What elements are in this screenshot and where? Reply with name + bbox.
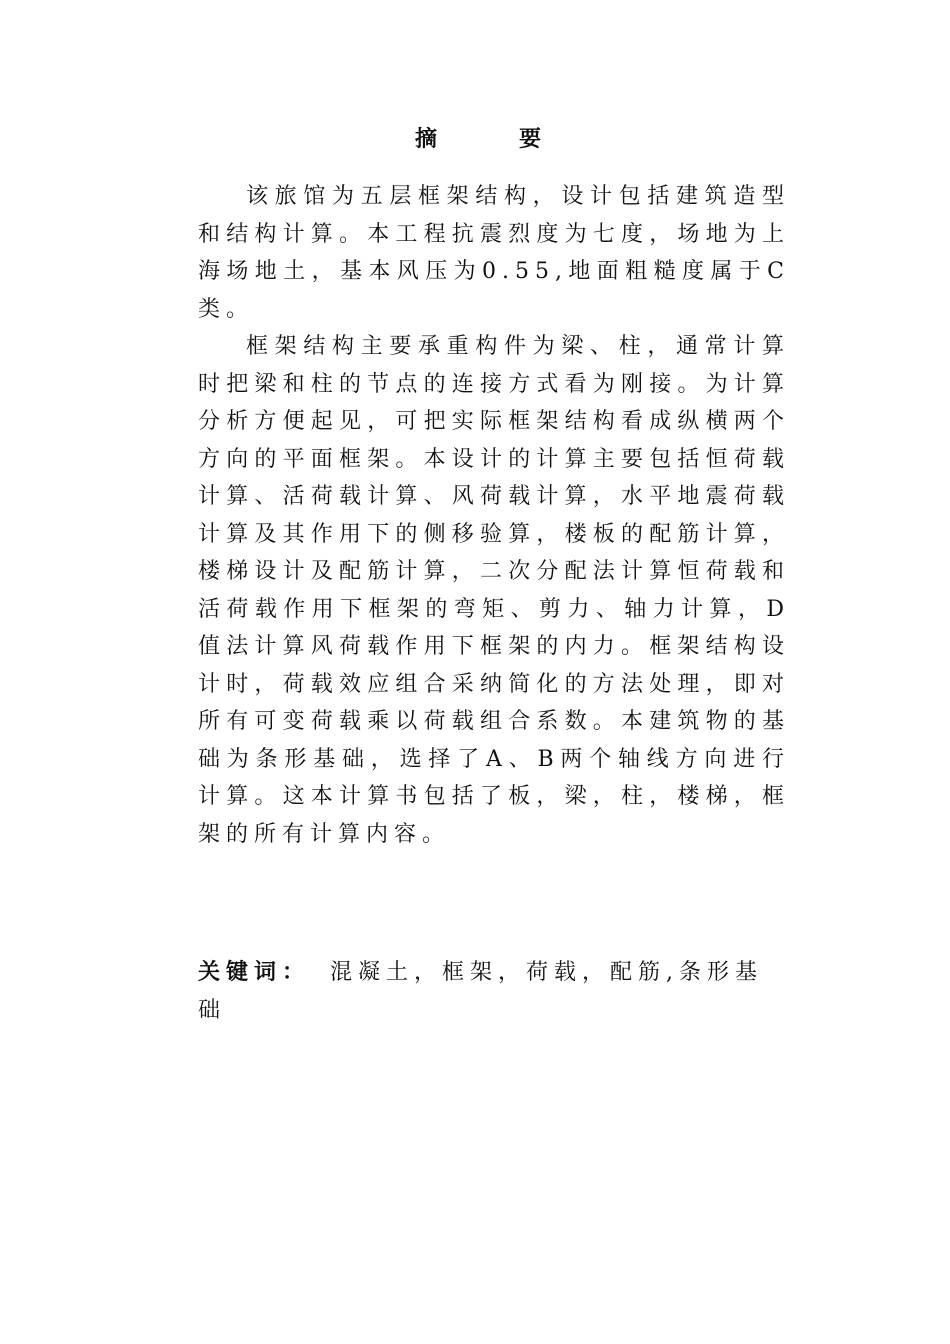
keywords-label: 关键词： <box>198 959 311 985</box>
abstract-paragraph-1: 该旅馆为五层框架结构，设计包括建筑造型和结构计算。本工程抗震烈度为七度，场地为上海场地土，基本风压为0.55,地面粗糙度属于C类。 <box>198 184 790 322</box>
keywords-text: 混凝土，框架，荷载，配筋,条形基础 <box>198 960 764 1023</box>
abstract-title: 摘 要 <box>414 126 571 152</box>
keywords-line <box>198 954 790 1029</box>
abstract-paragraph-2: 框架结构主要承重构件为梁、柱，通常计算时把梁和柱的节点的连接方式看为刚接。为计算分析方便起见，可把实际框架结构看成纵横两个方向的平面框架。本设计的计算主要包括恒荷载计算、活荷载计算、风荷载计算，水平地震荷载计算及其作用下的侧移验算，楼板的配筋计算，楼梯设计及配筋计算，二次分配法计算恒荷载和活荷载作用下框架的弯矩、剪力、轴力计算，D值法计算风荷载作用下框架的内力。框架结构设计时，荷载效应组合采纳简化的方法处理，即对所有可变荷载乘以荷载组合系数。本建筑物的基础为条形基础，选择了A、B两个轴线方向进行计算。这本计算书包括了板，梁，柱，楼梯，框架的所有计算内容。 <box>198 334 790 847</box>
abstract-body <box>198 178 790 853</box>
